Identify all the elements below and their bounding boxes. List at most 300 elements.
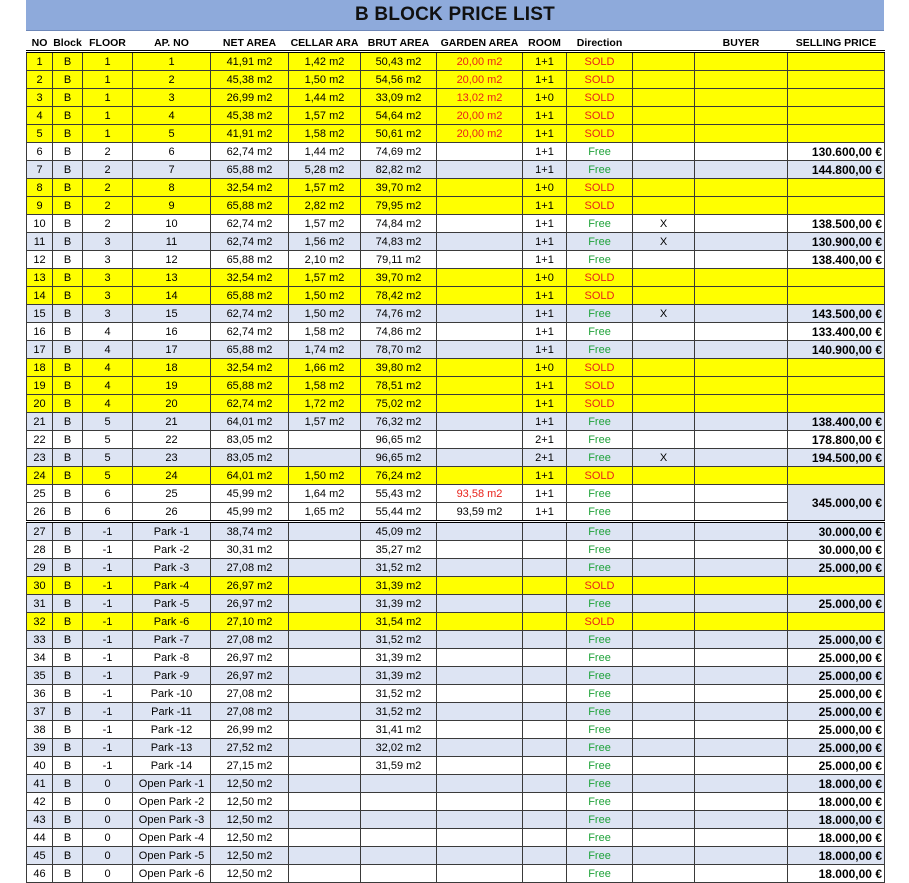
cell-garden-area: [437, 197, 523, 215]
cell-ap-no: 25: [133, 485, 211, 503]
cell-block: B: [53, 865, 83, 883]
cell-room: 1+1: [523, 341, 567, 359]
cell-selling-price: 144.800,00 €: [788, 161, 885, 179]
table-row: [27, 775, 885, 793]
cell-block: B: [53, 215, 83, 233]
cell-garden-area: 13,02 m2: [437, 89, 523, 107]
cell-garden-area: [437, 323, 523, 341]
cell-direction: Free: [567, 503, 633, 522]
cell-net-area: 62,74 m2: [211, 233, 289, 251]
cell-brut-area: 74,86 m2: [361, 323, 437, 341]
cell-brut-area: 96,65 m2: [361, 449, 437, 467]
cell-net-area: 45,99 m2: [211, 503, 289, 522]
cell-ap-no: 15: [133, 305, 211, 323]
cell-brut-area: 82,82 m2: [361, 161, 437, 179]
cell-no: 14: [27, 287, 53, 305]
cell-net-area: 45,38 m2: [211, 71, 289, 89]
cell-block: B: [53, 89, 83, 107]
cell-mark: [633, 541, 695, 559]
cell-room: 1+1: [523, 125, 567, 143]
cell-brut-area: 78,42 m2: [361, 287, 437, 305]
cell-mark: [633, 395, 695, 413]
cell-selling-price: 25.000,00 €: [788, 739, 885, 757]
table-row: [27, 613, 885, 631]
cell-no: 2: [27, 71, 53, 89]
cell-selling-price: [788, 359, 885, 377]
cell-block: B: [53, 305, 83, 323]
cell-no: 7: [27, 161, 53, 179]
cell-no: 21: [27, 413, 53, 431]
cell-brut-area: 45,09 m2: [361, 522, 437, 541]
cell-net-area: 64,01 m2: [211, 467, 289, 485]
cell-room: [523, 577, 567, 595]
cell-direction: SOLD: [567, 577, 633, 595]
cell-room: [523, 739, 567, 757]
cell-mark: [633, 631, 695, 649]
cell-mark: [633, 179, 695, 197]
cell-room: 1+0: [523, 269, 567, 287]
cell-ap-no: 22: [133, 431, 211, 449]
cell-room: [523, 757, 567, 775]
cell-garden-area: [437, 449, 523, 467]
cell-room: [523, 522, 567, 541]
cell-room: 1+1: [523, 287, 567, 305]
cell-buyer: [695, 485, 788, 503]
cell-floor: 4: [83, 323, 133, 341]
cell-no: 8: [27, 179, 53, 197]
cell-block: B: [53, 649, 83, 667]
cell-garden-area: [437, 613, 523, 631]
cell-block: B: [53, 757, 83, 775]
cell-buyer: [695, 613, 788, 631]
cell-floor: 1: [83, 107, 133, 125]
cell-floor: 1: [83, 71, 133, 89]
cell-net-area: 64,01 m2: [211, 413, 289, 431]
cell-net-area: 12,50 m2: [211, 847, 289, 865]
cell-floor: 1: [83, 89, 133, 107]
cell-net-area: 45,38 m2: [211, 107, 289, 125]
cell-direction: Free: [567, 811, 633, 829]
table-row: [27, 251, 885, 269]
table-row: [27, 395, 885, 413]
cell-floor: -1: [83, 757, 133, 775]
cell-mark: [633, 829, 695, 847]
cell-net-area: 83,05 m2: [211, 431, 289, 449]
cell-block: B: [53, 197, 83, 215]
cell-room: 1+1: [523, 52, 567, 71]
cell-ap-no: Park -4: [133, 577, 211, 595]
cell-no: 25: [27, 485, 53, 503]
cell-garden-area: [437, 703, 523, 721]
table-row: [27, 559, 885, 577]
cell-ap-no: Park -5: [133, 595, 211, 613]
cell-no: 40: [27, 757, 53, 775]
cell-direction: Free: [567, 829, 633, 847]
cell-buyer: [695, 793, 788, 811]
cell-floor: 6: [83, 503, 133, 522]
cell-cellar-area: [289, 667, 361, 685]
cell-brut-area: [361, 793, 437, 811]
cell-ap-no: 13: [133, 269, 211, 287]
cell-room: [523, 685, 567, 703]
cell-garden-area: [437, 467, 523, 485]
cell-garden-area: [437, 667, 523, 685]
cell-room: 1+1: [523, 233, 567, 251]
cell-no: 29: [27, 559, 53, 577]
cell-direction: Free: [567, 631, 633, 649]
cell-net-area: 27,10 m2: [211, 613, 289, 631]
cell-ap-no: Park -1: [133, 522, 211, 541]
cell-room: 1+1: [523, 323, 567, 341]
cell-garden-area: [437, 179, 523, 197]
cell-garden-area: [437, 757, 523, 775]
cell-no: 16: [27, 323, 53, 341]
cell-block: B: [53, 522, 83, 541]
cell-selling-price: [788, 577, 885, 595]
table-row: [27, 269, 885, 287]
header-no: NO: [27, 36, 53, 52]
cell-direction: SOLD: [567, 269, 633, 287]
cell-room: [523, 649, 567, 667]
cell-direction: Free: [567, 323, 633, 341]
cell-room: [523, 721, 567, 739]
cell-no: 20: [27, 395, 53, 413]
cell-selling-price: [788, 467, 885, 485]
cell-no: 45: [27, 847, 53, 865]
cell-no: 33: [27, 631, 53, 649]
cell-cellar-area: 1,50 m2: [289, 467, 361, 485]
table-row: [27, 485, 885, 503]
cell-ap-no: 2: [133, 71, 211, 89]
cell-selling-price: 18.000,00 €: [788, 793, 885, 811]
cell-direction: SOLD: [567, 125, 633, 143]
cell-garden-area: [437, 829, 523, 847]
cell-cellar-area: 1,44 m2: [289, 89, 361, 107]
cell-block: B: [53, 793, 83, 811]
cell-garden-area: [437, 595, 523, 613]
cell-selling-price: 25.000,00 €: [788, 757, 885, 775]
cell-floor: 0: [83, 811, 133, 829]
cell-direction: Free: [567, 215, 633, 233]
table-row: [27, 179, 885, 197]
cell-buyer: [695, 703, 788, 721]
cell-floor: -1: [83, 721, 133, 739]
cell-ap-no: Open Park -6: [133, 865, 211, 883]
cell-no: 34: [27, 649, 53, 667]
cell-room: 1+1: [523, 377, 567, 395]
cell-brut-area: 79,11 m2: [361, 251, 437, 269]
cell-no: 39: [27, 739, 53, 757]
cell-buyer: [695, 305, 788, 323]
cell-cellar-area: [289, 522, 361, 541]
cell-room: [523, 703, 567, 721]
cell-mark: X: [633, 215, 695, 233]
cell-direction: Free: [567, 143, 633, 161]
cell-no: 35: [27, 667, 53, 685]
cell-garden-area: [437, 269, 523, 287]
cell-brut-area: 78,70 m2: [361, 341, 437, 359]
cell-direction: SOLD: [567, 359, 633, 377]
cell-selling-price: 133.400,00 €: [788, 323, 885, 341]
cell-buyer: [695, 577, 788, 595]
cell-mark: [633, 161, 695, 179]
cell-room: 1+1: [523, 395, 567, 413]
cell-brut-area: 96,65 m2: [361, 431, 437, 449]
cell-garden-area: [437, 793, 523, 811]
cell-no: 12: [27, 251, 53, 269]
cell-buyer: [695, 631, 788, 649]
cell-selling-price: 25.000,00 €: [788, 631, 885, 649]
cell-mark: [633, 377, 695, 395]
cell-brut-area: [361, 847, 437, 865]
cell-floor: 4: [83, 395, 133, 413]
cell-net-area: 38,74 m2: [211, 522, 289, 541]
cell-buyer: [695, 829, 788, 847]
cell-no: 44: [27, 829, 53, 847]
cell-ap-no: 1: [133, 52, 211, 71]
cell-buyer: [695, 522, 788, 541]
cell-brut-area: 55,44 m2: [361, 503, 437, 522]
cell-garden-area: [437, 522, 523, 541]
cell-selling-price: [788, 179, 885, 197]
cell-ap-no: 3: [133, 89, 211, 107]
cell-floor: -1: [83, 685, 133, 703]
cell-net-area: 45,99 m2: [211, 485, 289, 503]
cell-selling-price: 25.000,00 €: [788, 649, 885, 667]
cell-net-area: 65,88 m2: [211, 251, 289, 269]
cell-brut-area: 31,39 m2: [361, 667, 437, 685]
cell-net-area: 65,88 m2: [211, 377, 289, 395]
cell-room: 1+1: [523, 71, 567, 89]
cell-selling-price: 345.000,00 €: [788, 485, 885, 522]
header-row: [27, 36, 885, 52]
cell-net-area: 27,52 m2: [211, 739, 289, 757]
cell-floor: -1: [83, 541, 133, 559]
cell-floor: 6: [83, 485, 133, 503]
cell-mark: [633, 287, 695, 305]
cell-selling-price: [788, 269, 885, 287]
cell-mark: [633, 125, 695, 143]
header-block: Block: [53, 36, 83, 52]
cell-net-area: 27,08 m2: [211, 631, 289, 649]
cell-selling-price: [788, 107, 885, 125]
cell-garden-area: [437, 143, 523, 161]
cell-cellar-area: 1,44 m2: [289, 143, 361, 161]
cell-cellar-area: 1,72 m2: [289, 395, 361, 413]
cell-net-area: 62,74 m2: [211, 323, 289, 341]
cell-no: 6: [27, 143, 53, 161]
price-table: [26, 36, 885, 883]
cell-direction: Free: [567, 449, 633, 467]
cell-direction: SOLD: [567, 377, 633, 395]
cell-no: 46: [27, 865, 53, 883]
cell-direction: SOLD: [567, 52, 633, 71]
cell-net-area: 26,99 m2: [211, 721, 289, 739]
table-row: [27, 829, 885, 847]
cell-mark: [633, 431, 695, 449]
cell-no: 27: [27, 522, 53, 541]
table-row: [27, 215, 885, 233]
cell-buyer: [695, 847, 788, 865]
cell-garden-area: [437, 251, 523, 269]
cell-cellar-area: 1,57 m2: [289, 215, 361, 233]
cell-floor: -1: [83, 522, 133, 541]
header-brut-area: BRUT AREA: [361, 36, 437, 52]
cell-ap-no: Park -8: [133, 649, 211, 667]
table-row: [27, 503, 885, 522]
cell-mark: [633, 613, 695, 631]
cell-block: B: [53, 739, 83, 757]
table-row: [27, 667, 885, 685]
cell-direction: Free: [567, 341, 633, 359]
cell-brut-area: 50,61 m2: [361, 125, 437, 143]
cell-no: 36: [27, 685, 53, 703]
header-net-area: NET AREA: [211, 36, 289, 52]
cell-cellar-area: [289, 449, 361, 467]
cell-garden-area: [437, 739, 523, 757]
cell-ap-no: Park -11: [133, 703, 211, 721]
cell-direction: SOLD: [567, 197, 633, 215]
cell-direction: Free: [567, 595, 633, 613]
cell-cellar-area: 1,42 m2: [289, 52, 361, 71]
cell-cellar-area: [289, 847, 361, 865]
cell-room: 1+1: [523, 485, 567, 503]
table-row: [27, 793, 885, 811]
cell-selling-price: 25.000,00 €: [788, 721, 885, 739]
cell-selling-price: 138.400,00 €: [788, 251, 885, 269]
cell-floor: -1: [83, 631, 133, 649]
cell-floor: 0: [83, 793, 133, 811]
cell-buyer: [695, 649, 788, 667]
table-row: [27, 359, 885, 377]
cell-mark: [633, 323, 695, 341]
cell-block: B: [53, 125, 83, 143]
cell-selling-price: [788, 52, 885, 71]
cell-cellar-area: 1,65 m2: [289, 503, 361, 522]
cell-brut-area: 79,95 m2: [361, 197, 437, 215]
cell-no: 37: [27, 703, 53, 721]
cell-floor: 4: [83, 377, 133, 395]
cell-room: [523, 613, 567, 631]
cell-brut-area: 31,52 m2: [361, 685, 437, 703]
cell-net-area: 12,50 m2: [211, 793, 289, 811]
cell-garden-area: [437, 721, 523, 739]
cell-brut-area: 32,02 m2: [361, 739, 437, 757]
cell-block: B: [53, 631, 83, 649]
cell-no: 22: [27, 431, 53, 449]
cell-net-area: 26,97 m2: [211, 667, 289, 685]
cell-mark: [633, 485, 695, 503]
cell-brut-area: 31,59 m2: [361, 757, 437, 775]
cell-no: 18: [27, 359, 53, 377]
cell-block: B: [53, 71, 83, 89]
cell-floor: 2: [83, 197, 133, 215]
cell-direction: Free: [567, 305, 633, 323]
cell-ap-no: 24: [133, 467, 211, 485]
cell-buyer: [695, 179, 788, 197]
cell-room: 1+1: [523, 107, 567, 125]
cell-no: 38: [27, 721, 53, 739]
cell-room: 1+0: [523, 89, 567, 107]
cell-buyer: [695, 197, 788, 215]
table-row: [27, 341, 885, 359]
cell-block: B: [53, 233, 83, 251]
cell-cellar-area: 1,57 m2: [289, 269, 361, 287]
cell-ap-no: Open Park -3: [133, 811, 211, 829]
cell-room: [523, 631, 567, 649]
cell-cellar-area: 1,50 m2: [289, 287, 361, 305]
cell-floor: 3: [83, 269, 133, 287]
cell-ap-no: 21: [133, 413, 211, 431]
cell-net-area: 41,91 m2: [211, 52, 289, 71]
cell-no: 9: [27, 197, 53, 215]
cell-net-area: 62,74 m2: [211, 305, 289, 323]
cell-floor: 0: [83, 847, 133, 865]
cell-ap-no: 10: [133, 215, 211, 233]
cell-brut-area: [361, 811, 437, 829]
cell-room: 1+1: [523, 467, 567, 485]
cell-mark: [633, 721, 695, 739]
cell-garden-area: 93,58 m2: [437, 485, 523, 503]
cell-mark: [633, 703, 695, 721]
cell-selling-price: 140.900,00 €: [788, 341, 885, 359]
cell-room: 1+1: [523, 503, 567, 522]
cell-block: B: [53, 811, 83, 829]
cell-ap-no: Open Park -5: [133, 847, 211, 865]
cell-no: 17: [27, 341, 53, 359]
cell-buyer: [695, 215, 788, 233]
cell-direction: SOLD: [567, 395, 633, 413]
cell-no: 11: [27, 233, 53, 251]
header-selling-price: SELLING PRICE: [788, 36, 885, 52]
cell-room: [523, 541, 567, 559]
cell-garden-area: 93,59 m2: [437, 503, 523, 522]
cell-cellar-area: [289, 541, 361, 559]
cell-mark: [633, 811, 695, 829]
cell-direction: SOLD: [567, 107, 633, 125]
cell-room: [523, 667, 567, 685]
cell-mark: [633, 649, 695, 667]
cell-cellar-area: 2,82 m2: [289, 197, 361, 215]
cell-floor: -1: [83, 595, 133, 613]
cell-net-area: 26,97 m2: [211, 649, 289, 667]
cell-cellar-area: 1,57 m2: [289, 107, 361, 125]
cell-block: B: [53, 431, 83, 449]
cell-no: 23: [27, 449, 53, 467]
cell-cellar-area: 1,74 m2: [289, 341, 361, 359]
cell-brut-area: [361, 775, 437, 793]
cell-no: 30: [27, 577, 53, 595]
cell-cellar-area: [289, 613, 361, 631]
cell-cellar-area: 1,58 m2: [289, 377, 361, 395]
cell-buyer: [695, 143, 788, 161]
cell-block: B: [53, 449, 83, 467]
cell-floor: 4: [83, 359, 133, 377]
cell-room: 1+1: [523, 197, 567, 215]
table-row: [27, 541, 885, 559]
header-cellar-area: CELLAR ARA: [289, 36, 361, 52]
table-row: [27, 703, 885, 721]
cell-ap-no: Park -7: [133, 631, 211, 649]
cell-block: B: [53, 341, 83, 359]
cell-floor: 5: [83, 431, 133, 449]
cell-brut-area: 76,32 m2: [361, 413, 437, 431]
cell-block: B: [53, 703, 83, 721]
cell-mark: X: [633, 305, 695, 323]
cell-garden-area: 20,00 m2: [437, 107, 523, 125]
header-direction: Direction: [567, 36, 633, 52]
cell-direction: Free: [567, 757, 633, 775]
